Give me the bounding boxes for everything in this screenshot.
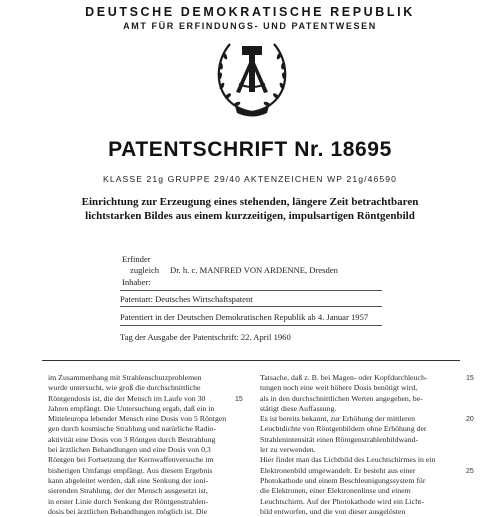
body-text-line: Leuchtdichte von Röntgenbildern ohne Erhöhung der <box>260 424 427 434</box>
divider-2 <box>120 306 382 307</box>
subject-line-1: Einrichtung zur Erzeugung eines stehenden, längere Zeit betrachtbaren <box>81 196 419 208</box>
body-text-line: wurde untersucht, wie groß die durchschnittliche <box>48 383 201 393</box>
patent-title: PATENTSCHRIFT Nr. 18695 <box>108 138 392 161</box>
patent-type: Patentart: Deutsches Wirtschaftspatent <box>120 294 253 304</box>
body-text-line: gen durch kosmische Strahlung und natürliche Radio- <box>48 424 217 434</box>
body-left-column <box>48 373 251 517</box>
body-text-line: bild entworfen, und die von dieser ausgelösten <box>260 506 406 516</box>
body-text-line: Mitteleuropa lebender Mensch eine Dosis von 5 Röntgen <box>48 414 227 424</box>
body-text-line: im Zusammenhang mit Strahlenschutzproblemen <box>48 373 202 382</box>
body-text-line: bisherigen Umfange empfängt. Aus diesem Ergebnis <box>48 465 213 475</box>
body-text-line: Leuchtschirm. Auf der Photokathode wird ein Licht- <box>260 496 424 506</box>
granted-date: Patentiert in der Deutschen Demokratischen Republik ab 4. Januar 1957 <box>120 312 369 322</box>
body-right-column <box>260 373 463 517</box>
body-text-line: ler zu verwenden. <box>260 445 316 455</box>
body-text-line: Photokathode und einem Beschleunigungssystem für <box>260 475 426 485</box>
inventor-name: Dr. h. c. MANFRED VON ARDENNE, Dresden <box>170 265 338 275</box>
ddr-state-emblem-icon <box>213 36 291 118</box>
body-text-line: Hier findet man das Lichtbild des Leuchtschirmes in ein <box>260 455 436 465</box>
body-text-line: Jahren empfängt. Die Untersuchung ergab, daß ein in <box>48 403 215 413</box>
issue-date: Tag der Ausgabe der Patentschrift: 22. April 1960 <box>120 332 291 342</box>
inventor-label-1: Erfinder <box>122 254 151 264</box>
line-number: 15 <box>235 396 243 403</box>
classification-line: KLASSE 21g GRUPPE 29/40 AKTENZEICHEN WP 21g/46590 <box>102 174 397 184</box>
body-text-line: tungen noch eine weit höhere Dosis benötigt wird, <box>260 383 418 393</box>
inventor-label-3: Inhaber: <box>122 277 151 287</box>
body-top-rule <box>42 360 460 361</box>
divider-1 <box>120 290 382 291</box>
body-text-line: bei ärztlichen Behandlungen und eine Dosis von 0,3 <box>48 445 211 455</box>
body-text-line: in erster Linie durch Senkung der Röntgenstrahlen- <box>48 496 209 506</box>
body-text-line: dosis bei ärztlichen Behandlungen möglich ist. Die <box>48 506 208 516</box>
inventor-label-2: zugleich <box>130 265 160 275</box>
body-text-line: Röntgendosis ist, die der Mensch im Laufe von 30 <box>48 393 206 403</box>
office-heading: AMT FÜR ERFINDUNGS- UND PATENTWESEN <box>123 21 377 31</box>
body-text-line: kann abgeleitet werden, daß eine Senkung der ioni- <box>48 475 209 485</box>
country-heading: DEUTSCHE DEMOKRATISCHE REPUBLIK <box>85 5 415 19</box>
body-text-line: stätigt diese Auffassung. <box>260 403 337 413</box>
line-number: 25 <box>466 468 474 475</box>
line-number: 20 <box>466 416 474 423</box>
line-number: 15 <box>466 375 474 382</box>
body-text-line: Röntgen bei Fortsetzung der Kernwaffenversuche im <box>48 455 214 465</box>
body-text-line: Elektronenbild umgewandelt. Er besteht aus einer <box>260 465 416 475</box>
body-text-line: als in den durchschnittlichen Werten angegeben, be- <box>260 393 423 403</box>
body-text-line: die Elektronen, einer Elektronenlinse und einem <box>260 486 411 496</box>
subject-line-2: lichtstarken Bildes aus einem kurzzeitigen, impulsartigen Röntgenbild <box>85 210 415 222</box>
body-text-line: sierenden Strahlung, der der Mensch ausgesetzt ist, <box>48 486 208 496</box>
body-text-line: Tatsache, daß z. B. bei Magen- oder Kopfdurchleuch- <box>260 373 428 382</box>
body-text-line: aktivität eine Dosis von 3 Röntgen durch Bestrahlung <box>48 434 216 444</box>
divider-3 <box>120 325 382 326</box>
body-text-line: Strahlenintensität einen Röntgenstrahlenbildwand- <box>260 434 419 444</box>
body-text-line: Es ist bereits bekannt, zur Erhöhung der mittleren <box>260 414 416 424</box>
